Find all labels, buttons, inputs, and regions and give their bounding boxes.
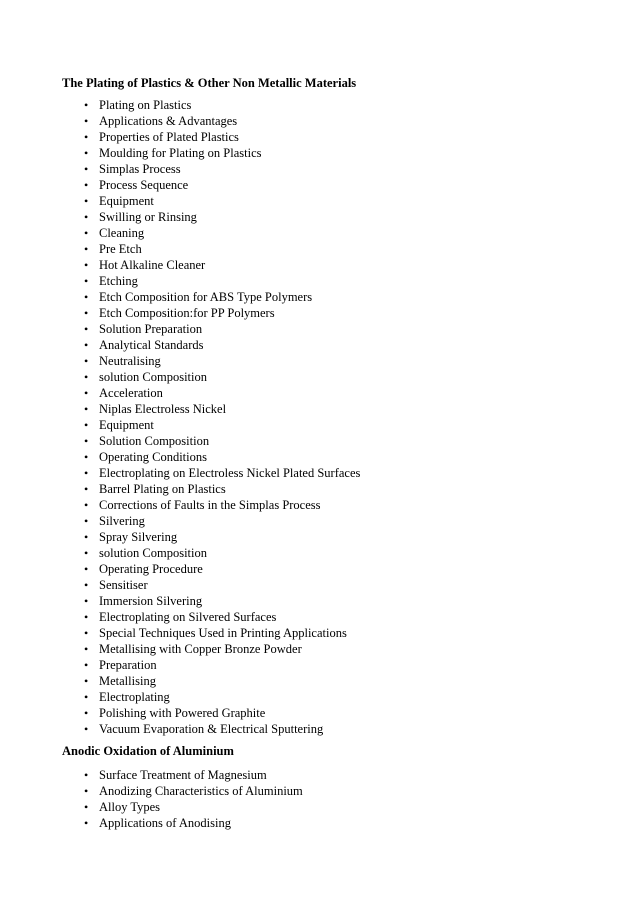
- list-item-text: Metallising with Copper Bronze Powder: [99, 642, 302, 656]
- list-item: [62, 401, 622, 417]
- list-item-text: Special Techniques Used in Printing Applications: [99, 626, 347, 640]
- section-plating-of-plastics: [62, 75, 622, 737]
- bullet-icon: •: [84, 354, 89, 368]
- bullet-icon: •: [84, 800, 89, 814]
- bullet-icon: •: [84, 434, 89, 448]
- list-item: [62, 689, 622, 705]
- list-item-text: Pre Etch: [99, 242, 142, 256]
- list-item-text: Hot Alkaline Cleaner: [99, 258, 206, 272]
- list-item-text: Corrections of Faults in the Simplas Process: [99, 498, 321, 512]
- list-item: [62, 337, 622, 353]
- bullet-icon: •: [84, 578, 89, 592]
- bullet-list: [62, 767, 622, 831]
- list-item: [62, 257, 622, 273]
- bullet-icon: •: [84, 370, 89, 384]
- list-item: [62, 481, 622, 497]
- bullet-icon: •: [84, 306, 89, 320]
- bullet-icon: •: [84, 706, 89, 720]
- list-item-text: Sensitiser: [99, 578, 148, 592]
- list-item-text: Cleaning: [99, 226, 145, 240]
- list-item: [62, 657, 622, 673]
- list-item-text: Alloy Types: [99, 800, 161, 814]
- list-item: [62, 433, 622, 449]
- list-item-text: Equipment: [99, 194, 154, 208]
- list-item-text: Operating Conditions: [99, 450, 207, 464]
- bullet-icon: •: [84, 114, 89, 128]
- list-item-text: Etching: [99, 274, 138, 288]
- bullet-icon: •: [84, 784, 89, 798]
- list-item: [62, 513, 622, 529]
- bullet-icon: •: [84, 242, 89, 256]
- bullet-icon: •: [84, 658, 89, 672]
- list-item: [62, 641, 622, 657]
- list-item-text: Surface Treatment of Magnesium: [99, 768, 267, 782]
- bullet-icon: •: [84, 194, 89, 208]
- bullet-icon: •: [84, 162, 89, 176]
- bullet-icon: •: [84, 290, 89, 304]
- list-item: [62, 815, 622, 831]
- list-item-text: Equipment: [99, 418, 154, 432]
- list-item-text: Immersion Silvering: [99, 594, 203, 608]
- list-item: [62, 497, 622, 513]
- list-item: [62, 545, 622, 561]
- list-item-text: Etch Composition:for PP Polymers: [99, 306, 275, 320]
- list-item: [62, 783, 622, 799]
- bullet-icon: •: [84, 514, 89, 528]
- list-item: [62, 705, 622, 721]
- bullet-icon: •: [84, 768, 89, 782]
- list-item-text: Vacuum Evaporation & Electrical Sputtering: [99, 722, 324, 736]
- bullet-icon: •: [84, 690, 89, 704]
- bullet-icon: •: [84, 466, 89, 480]
- bullet-icon: •: [84, 610, 89, 624]
- bullet-icon: •: [84, 210, 89, 224]
- list-item: [62, 799, 622, 815]
- list-item-text: solution Composition: [99, 370, 208, 384]
- list-item-text: Properties of Plated Plastics: [99, 130, 239, 144]
- list-item: [62, 561, 622, 577]
- bullet-icon: •: [84, 722, 89, 736]
- list-item: [62, 369, 622, 385]
- list-item-text: Moulding for Plating on Plastics: [99, 146, 262, 160]
- list-item: [62, 289, 622, 305]
- list-item: [62, 321, 622, 337]
- bullet-list: [62, 97, 622, 737]
- list-item-text: Applications of Anodising: [99, 816, 231, 830]
- list-item-text: Analytical Standards: [99, 338, 204, 352]
- bullet-icon: •: [84, 418, 89, 432]
- list-item: [62, 609, 622, 625]
- list-item: [62, 673, 622, 689]
- bullet-icon: •: [84, 546, 89, 560]
- list-item: [62, 97, 622, 113]
- list-item-text: Solution Preparation: [99, 322, 203, 336]
- list-item-text: Preparation: [99, 658, 157, 672]
- list-item: [62, 209, 622, 225]
- bullet-icon: •: [84, 258, 89, 272]
- bullet-icon: •: [84, 816, 89, 830]
- bullet-icon: •: [84, 626, 89, 640]
- list-item: [62, 241, 622, 257]
- list-item-text: Solution Composition: [99, 434, 210, 448]
- list-item-text: Anodizing Characteristics of Aluminium: [99, 784, 303, 798]
- bullet-icon: •: [84, 386, 89, 400]
- list-item-text: Process Sequence: [99, 178, 189, 192]
- list-item-text: Operating Procedure: [99, 562, 203, 576]
- bullet-icon: •: [84, 146, 89, 160]
- section-heading: The Plating of Plastics & Other Non Metallic Materials: [62, 76, 357, 90]
- list-item-text: Metallising: [99, 674, 156, 688]
- bullet-icon: •: [84, 562, 89, 576]
- list-item: [62, 193, 622, 209]
- list-item-text: Neutralising: [99, 354, 161, 368]
- list-item-text: Electroplating: [99, 690, 170, 704]
- list-item-text: Acceleration: [99, 386, 163, 400]
- list-item-text: Electroplating on Silvered Surfaces: [99, 610, 277, 624]
- bullet-icon: •: [84, 482, 89, 496]
- list-item: [62, 353, 622, 369]
- bullet-icon: •: [84, 674, 89, 688]
- list-item: [62, 177, 622, 193]
- bullet-icon: •: [84, 450, 89, 464]
- list-item: [62, 593, 622, 609]
- bullet-icon: •: [84, 98, 89, 112]
- bullet-icon: •: [84, 338, 89, 352]
- list-item: [62, 529, 622, 545]
- list-item: [62, 161, 622, 177]
- list-item: [62, 417, 622, 433]
- list-item-text: solution Composition: [99, 546, 208, 560]
- list-item: [62, 129, 622, 145]
- bullet-icon: •: [84, 402, 89, 416]
- list-item-text: Simplas Process: [99, 162, 181, 176]
- bullet-icon: •: [84, 130, 89, 144]
- list-item-text: Etch Composition for ABS Type Polymers: [99, 290, 313, 304]
- bullet-icon: •: [84, 226, 89, 240]
- list-item: [62, 767, 622, 783]
- list-item: [62, 145, 622, 161]
- list-item-text: Applications & Advantages: [99, 114, 238, 128]
- list-item-text: Electroplating on Electroless Nickel Plated Surfaces: [99, 466, 361, 480]
- list-item: [62, 721, 622, 737]
- list-item: [62, 625, 622, 641]
- bullet-icon: •: [84, 322, 89, 336]
- list-item-text: Spray Silvering: [99, 530, 178, 544]
- list-item-text: Plating on Plastics: [99, 98, 192, 112]
- list-item: [62, 273, 622, 289]
- bullet-icon: •: [84, 594, 89, 608]
- bullet-icon: •: [84, 274, 89, 288]
- bullet-icon: •: [84, 178, 89, 192]
- section-heading: Anodic Oxidation of Aluminium: [62, 744, 234, 758]
- list-item: [62, 449, 622, 465]
- list-item: [62, 465, 622, 481]
- list-item: [62, 113, 622, 129]
- list-item-text: Swilling or Rinsing: [99, 210, 197, 224]
- bullet-icon: •: [84, 498, 89, 512]
- list-item: [62, 385, 622, 401]
- list-item-text: Polishing with Powered Graphite: [99, 706, 266, 720]
- list-item-text: Silvering: [99, 514, 145, 528]
- list-item: [62, 225, 622, 241]
- list-item: [62, 305, 622, 321]
- list-item: [62, 577, 622, 593]
- bullet-icon: •: [84, 642, 89, 656]
- list-item-text: Barrel Plating on Plastics: [99, 482, 226, 496]
- section-anodic-oxidation: [62, 743, 622, 831]
- list-item-text: Niplas Electroless Nickel: [99, 402, 227, 416]
- bullet-icon: •: [84, 530, 89, 544]
